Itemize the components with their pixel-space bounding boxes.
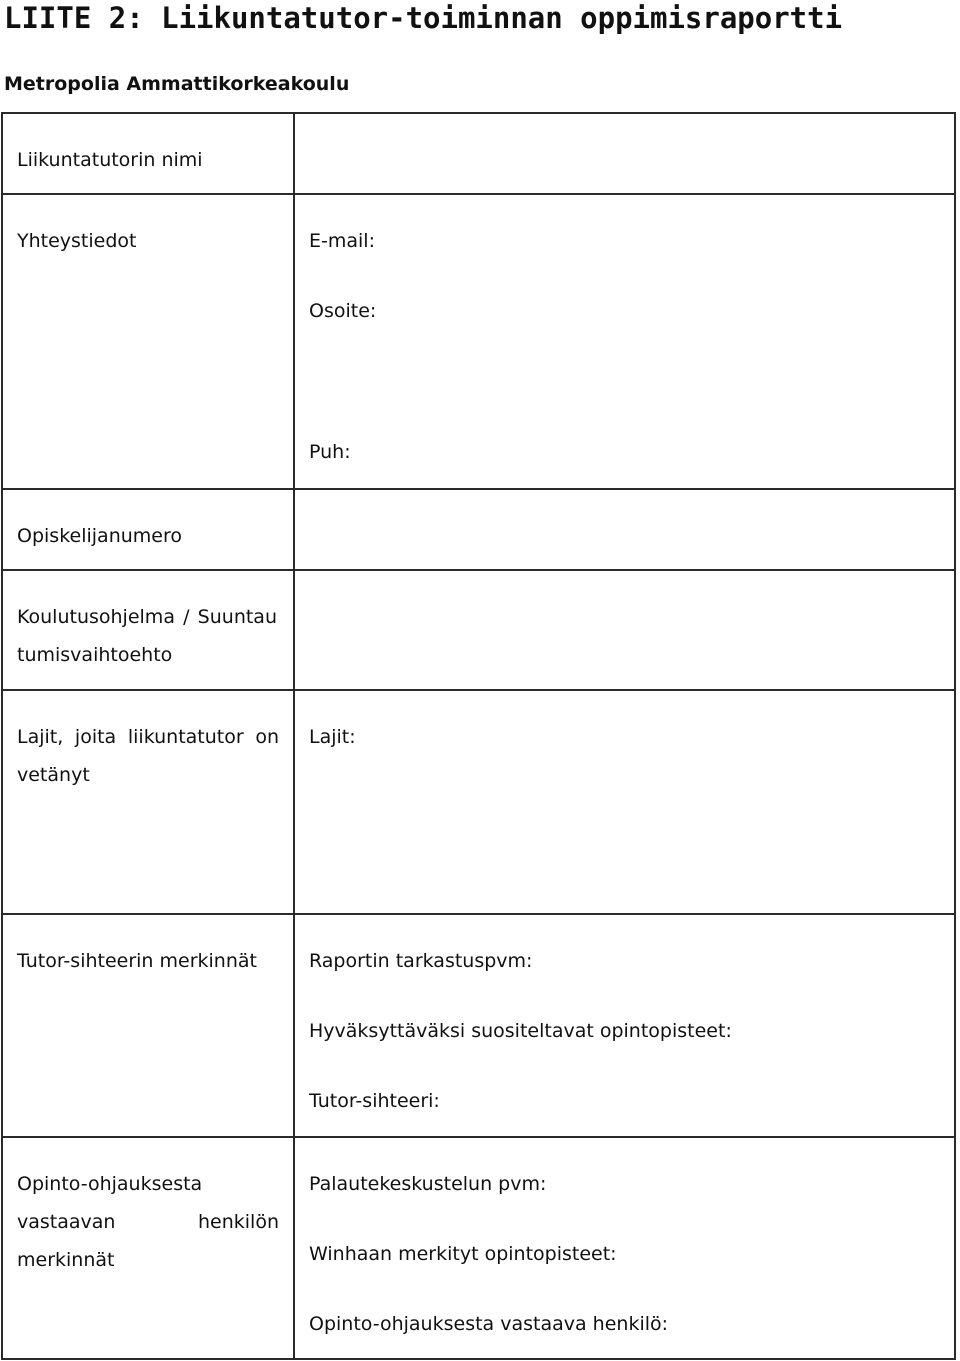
programme-label-cell	[2, 570, 294, 690]
sports-field[interactable]	[294, 690, 955, 914]
counselor-label-cell	[2, 1137, 294, 1359]
document-title: LIITE 2: Liikuntatutor-toiminnan oppimisraportti	[4, 1, 843, 35]
phone-field-label: Puh:	[309, 441, 351, 463]
student-number-label-cell	[2, 489, 294, 570]
student-number-label: Opiskelijanumero	[17, 525, 182, 547]
email-field-label: E-mail:	[309, 230, 375, 252]
student-number-field[interactable]	[294, 489, 955, 570]
contact-field[interactable]	[294, 194, 955, 489]
sports-label-cell	[2, 690, 294, 914]
sports-label: Lajit, joita liikuntatutor on vetänyt	[17, 726, 279, 786]
form-row-name	[2, 113, 955, 194]
contact-label-cell	[2, 194, 294, 489]
form-row-contact	[2, 194, 955, 489]
form-row-student-number	[2, 489, 955, 570]
secretary-name-label: Tutor-sihteeri:	[309, 1090, 440, 1112]
counselor-field[interactable]	[294, 1137, 955, 1359]
form-row-secretary	[2, 914, 955, 1137]
counselor-label: Opinto-ohjauksesta vastaavan henkilön merkinnät	[17, 1173, 279, 1271]
name-label: Liikuntatutorin nimi	[17, 149, 203, 171]
credits-recorded-label: Winhaan merkityt opintopisteet:	[309, 1243, 617, 1265]
name-label-cell	[2, 113, 294, 194]
institution-name: Metropolia Ammattikorkeakoulu	[4, 73, 350, 95]
review-date-label: Raportin tarkastuspvm:	[309, 950, 533, 972]
programme-field[interactable]	[294, 570, 955, 690]
address-field-label: Osoite:	[309, 300, 377, 322]
secretary-field[interactable]	[294, 914, 955, 1137]
form-row-sports	[2, 690, 955, 914]
sports-field-label: Lajit:	[309, 726, 356, 748]
report-form-table	[1, 112, 956, 1360]
counselor-name-label: Opinto-ohjauksesta vastaava henkilö:	[309, 1313, 669, 1335]
name-field[interactable]	[294, 113, 955, 194]
form-row-programme	[2, 570, 955, 690]
contact-label: Yhteystiedot	[17, 230, 137, 252]
secretary-label-cell	[2, 914, 294, 1137]
secretary-label: Tutor-sihteerin merkinnät	[17, 950, 257, 972]
credits-recommended-label: Hyväksyttäväksi suositeltavat opintopisteet:	[309, 1020, 732, 1042]
programme-label: Koulutusohjelma / Suuntautumisvaihtoehto	[17, 606, 277, 666]
feedback-date-label: Palautekeskustelun pvm:	[309, 1173, 547, 1195]
form-row-counselor	[2, 1137, 955, 1359]
